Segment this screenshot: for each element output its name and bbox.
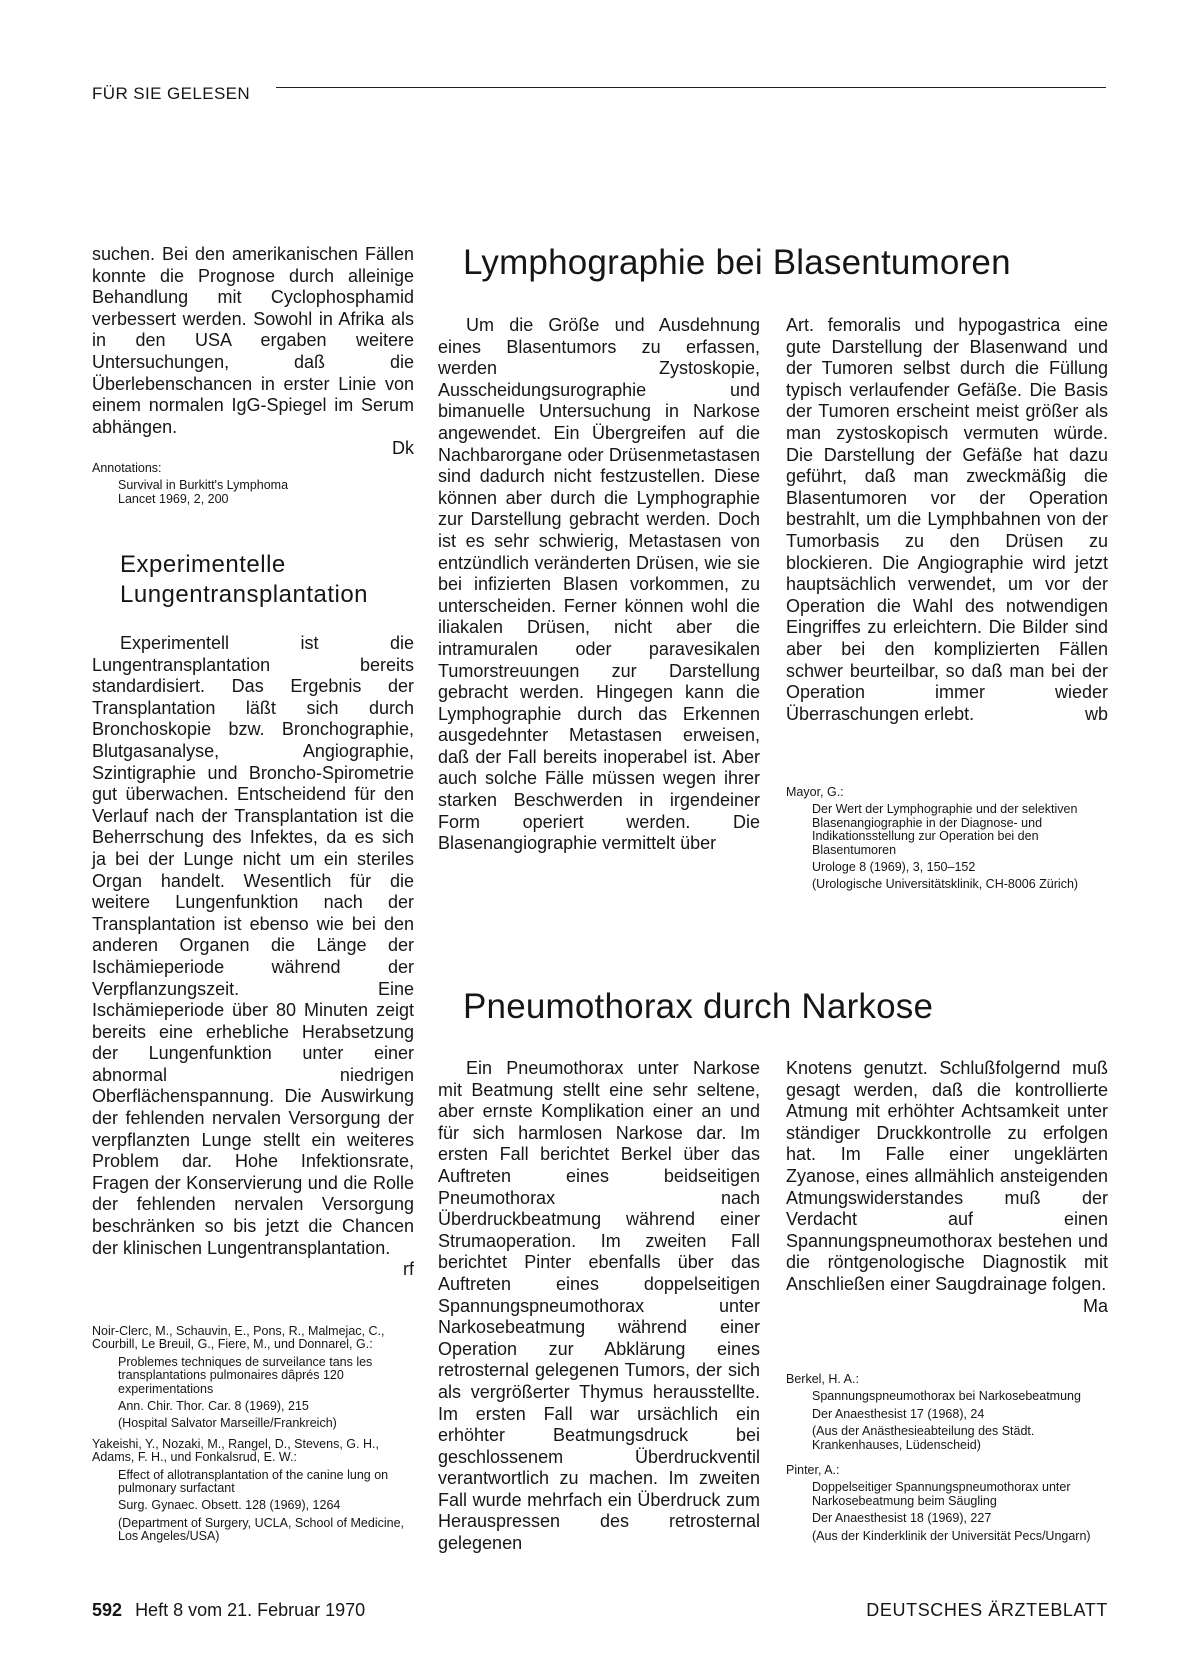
previous-article-end: [92, 244, 414, 460]
annotations-block: [92, 462, 414, 506]
references-lungen: [92, 1325, 414, 1544]
article-body-lympho-col3: [786, 315, 1108, 725]
article-title-lungen: [120, 550, 368, 610]
intro-paragraph: suchen. Bei den amerikanischen Fällen konnte die Prognose durch alleinige Behandlung mit Cyclophosphamid verbessert werden. Sowohl in Afrika als in den USA ergaben weitere Untersuchungen, daß die Überlebenschancen in erster Linie von einem normalen IgG-Spiegel im Serum abhängen.: [92, 244, 414, 437]
ref-journal: Surg. Gynaec. Obsett. 128 (1969), 1264: [118, 1498, 341, 1513]
ref-affiliation: (Aus der Anästhesieabteilung des Städt. Krankenhauses, Lüdenscheid): [812, 1424, 1035, 1452]
ref-authors: Mayor, G.:: [786, 785, 844, 799]
title-line-2: Lungentransplantation: [120, 581, 369, 608]
ref-affiliation: (Aus der Kinderklinik der Universität Pecs/Ungarn): [812, 1528, 1091, 1543]
journal-name: DEUTSCHES ÄRZTEBLATT: [866, 1600, 1108, 1620]
ref-title: Der Wert der Lymphographie und der selektiven Blasenangiographie in der Diagnose- und Indikationsstellung zur Operation bei den Blasentumoren: [812, 802, 1078, 857]
ref-title: Spannungspneumothorax bei Narkosebeatmung: [812, 1389, 1081, 1404]
issue-info: Heft 8 vom 21. Februar 1970: [135, 1600, 366, 1620]
article-body-lungen: [92, 633, 414, 1281]
article-signature: wb: [1084, 703, 1108, 724]
ref-authors: Noir-Clerc, M., Schauvin, E., Pons, R., Malmejac, C., Courbill, Le Breuil, G., Fiere, M., und Donnarel, G.:: [92, 1324, 385, 1352]
ref-title: Problemes techniques de surveilance tans les transplantations pulmonaires dâprés 120 experimentations: [118, 1354, 373, 1396]
ref-affiliation: (Urologische Universitätsklinik, CH-8006 Zürich): [812, 877, 1079, 892]
body-text: Ein Pneumothorax unter Narkose mit Beatmung stellt eine sehr seltene, aber ernste Komplikation einer an und für sich harmlosen Narkose dar. Im ersten Fall berichtet Berkel über das Auftreten eines beidseitigen Pneumothorax nach Überdruckbeatmung während einer Strumaoperation. Im zweiten Fall berichtet Pinter ebenfalls über das Auftreten eines doppelseitigen Spannungspneumothorax unter Narkosebeatmung während einer Operation zur Abklärung eines retrosternal gelegenen Tumors, der sich als vergrößerter Thymus herausstellte. Im ersten Fall war ursächlich ein erhöhter Beatmungsdruck bei geschlossenem Überdruckventil verantwortlich zu machen. Im zweiten Fall wurde mehrfach ein Überdruck zum Herauspressen des retrosternal gelegenen: [438, 1058, 760, 1554]
ref-journal: Ann. Chir. Thor. Car. 8 (1969), 215: [118, 1399, 309, 1414]
references-lympho: [786, 786, 1108, 892]
title-line-1: Experimentelle: [120, 551, 286, 578]
article-signature: rf: [403, 1259, 414, 1280]
ref-journal: Urologe 8 (1969), 3, 150–152: [812, 860, 976, 875]
ref-journal: Der Anaesthesist 17 (1968), 24: [812, 1406, 985, 1421]
references-pneumo: [786, 1373, 1108, 1543]
body-text: Knotens genutzt. Schlußfolgernd muß gesagt werden, daß die kontrollierte Atmung mit erhöhter Achtsamkeit unter ständiger Druckkontrolle zu erfolgen hat. Im Falle einer ungeklärten Zyanose, eines allmählich ansteigenden Atmungswiderstandes muß der Verdacht auf einen Spannungspneumothorax bestehen und die röntgenologische Diagnostik mit Anschließen einer Saugdrainage folgen.: [786, 1058, 1108, 1294]
page-footer-left: [92, 1600, 365, 1621]
ref-journal: Der Anaesthesist 18 (1969), 227: [812, 1511, 992, 1526]
ref-authors: Berkel, H. A.:: [786, 1372, 859, 1386]
page-number: 592: [92, 1600, 123, 1620]
ref-authors: Pinter, A.:: [786, 1463, 840, 1478]
intro-signature: Dk: [392, 438, 414, 459]
ref-affiliation: (Department of Surgery, UCLA, School of Medicine, Los Angeles/USA): [118, 1515, 405, 1544]
article-body-pneumo-col2: [438, 1058, 760, 1555]
ref-affiliation: (Hospital Salvator Marseille/Frankreich): [118, 1416, 337, 1431]
article-body-lympho-col2: [438, 315, 760, 855]
article-title-pneumo: Pneumothorax durch Narkose: [463, 987, 934, 1026]
ref-title: Effect of allotransplantation of the canine lung on pulmonary surfactant: [118, 1467, 389, 1496]
article-title-lympho: Lymphographie bei Blasentumoren: [463, 243, 1011, 282]
annotation-source: Lancet 1969, 2, 200: [118, 491, 229, 506]
body-text: Um die Größe und Ausdehnung eines Blasentumors zu erfassen, werden Zystoskopie, Ausscheidungsurographie und bimanuelle Untersuchung in Narkose angewendet. Ein Übergreifen auf die Nachbarorgane oder Drüsenmetastasen sind dadurch nicht festzustellen. Diese können aber durch die Lymphographie zur Darstellung gebracht werden. Doch ist es sehr schwierig, Metastasen von entzündlich veränderten Drüsen, wie sie bei infizierten Blasen vorkommen, zu unterscheiden. Ferner können wohl die iliakalen Drüsen, nicht aber die intramuralen oder paravesikalen Tumorstreuungen zur Darstellung gebracht werden. Hingegen kann die Lymphographie durch das Erkennen ausgedehnter Metastasen erweisen, daß der Fall bereits inoperabel ist. Aber auch solche Fälle müssen wegen ihrer starken Beschwerden in irgendeiner Form operiert werden. Die Blasenangiographie vermittelt über: [438, 315, 760, 854]
annotation-label: Annotations:: [92, 461, 162, 475]
article-signature: Ma: [1082, 1295, 1108, 1316]
body-text: Art. femoralis und hypogastrica eine gute Darstellung der Blasenwand und der Tumoren selbst durch die Füllung typisch verlaufender Gefäße. Die Basis der Tumoren erscheint meist größer als man zystoskopisch vermuten würde. Die Darstellung der Gefäße hat dazu geführt, daß man zweckmäßig die Blasentumoren vor der Operation bestrahlt, um die Lymphbahnen von der Tumorbasis zu den Drüsen zu blockieren. Die Angiographie wird jetzt hauptsächlich verwendet, um vor der Operation die Wahl des notwendigen Eingriffes zu erleichtern. Die Bilder sind aber bei den komplizierten Fällen schwer beurteilbar, so daß man bei der Operation immer wieder Überraschungen erlebt.: [786, 315, 1108, 724]
ref-authors: Yakeishi, Y., Nozaki, M., Rangel, D., Stevens, G. H., Adams, F. H., und Fonkalsrud, E. W.:: [92, 1436, 379, 1465]
ref-title: Doppelseitiger Spannungspneumothorax unter Narkosebeatmung beim Säugling: [812, 1480, 1071, 1508]
header-rule: [276, 87, 1106, 88]
section-label: FÜR SIE GELESEN: [92, 84, 251, 103]
annotation-title: Survival in Burkitt's Lymphoma: [118, 478, 289, 493]
body-text: Experimentell ist die Lungentransplantation bereits standardisiert. Das Ergebnis der Transplantation läßt sich durch Bronchoskopie bzw. Bronchographie, Blutgasanalyse, Angiographie, Szintigraphie und Broncho-Spirometrie gut überwachen. Entscheidend für den Verlauf nach der Transplantation ist die Beherrschung des Infektes, da es sich ja bei der Lunge nicht um ein steriles Organ handelt. Wesentlich für die weitere Lungenfunktion nach der Transplantation ist ebenso wie bei den anderen Organen die Länge der Ischämieperiode während der Verpflanzungszeit. Eine Ischämieperiode über 80 Minuten zeigt bereits eine erhebliche Herabsetzung der Lungenfunktion unter einer abnormal niedrigen Oberflächenspannung. Die Auswirkung der fehlenden nervalen Versorgung der verpflanzten Lunge stellt ein weiteres Problem dar. Hohe Infektionsrate, Fragen der Konservierung und die Rolle der fehlenden nervalen Versorgung beschränken so bis jetzt die Chancen der klinischen Lungentransplantation.: [92, 633, 414, 1258]
article-body-pneumo-col3: [786, 1058, 1108, 1317]
